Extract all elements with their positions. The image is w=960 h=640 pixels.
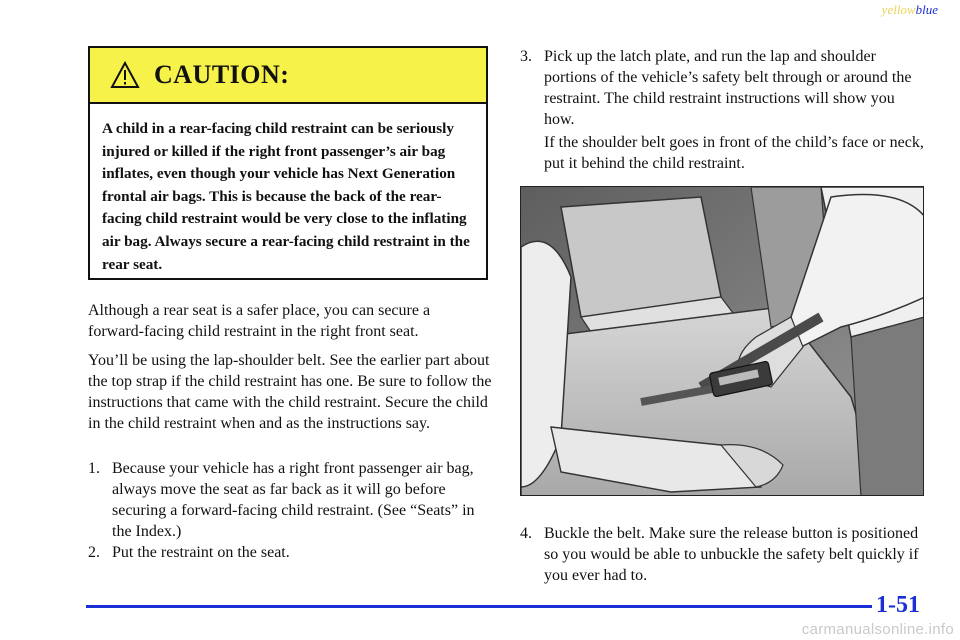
caution-text: A child in a rear-facing child restraint can be seriously injured or killed if the right front passenger’s air bag inflates, even though your vehicle has Next Generation frontal air bags. This is because the back of the rear-facing child restraint would be very close to the inflating air bag. Always secure a rear-facing child restraint in the rear seat. — [102, 120, 470, 273]
step-2-number: 2. — [88, 544, 100, 561]
step-2 — [88, 542, 488, 563]
page-number: 1-51 — [876, 592, 920, 618]
lap-shoulder-paragraph: You’ll be using the lap-shoulder belt. See the earlier part about the top strap if the child restraint has one. Be sure to follow the instructions that came with the child restraint. Secure the child in the child restraint when and as the instructions say. — [88, 352, 492, 432]
caution-header — [90, 48, 486, 104]
intro-paragraph: Although a rear seat is a safer place, you can secure a forward-facing child restraint in the right front seat. — [88, 302, 431, 340]
step-4 — [520, 523, 924, 586]
watermark: carmanualsonline.info — [801, 621, 954, 638]
color-tag-blue: blue — [915, 2, 938, 17]
step-3 — [520, 46, 924, 130]
step-4-text: Buckle the belt. Make sure the release button is positioned so you would be able to unbuckle the safety belt quickly if you ever had to. — [544, 525, 919, 584]
caution-box — [88, 46, 488, 280]
color-tag-yellow: yellow — [881, 2, 916, 17]
step-4-number: 4. — [520, 525, 532, 542]
seat-belt-buckling-image — [521, 187, 924, 496]
step-1 — [88, 458, 488, 542]
step-1-number: 1. — [88, 460, 100, 477]
footer-rule — [86, 605, 872, 608]
warning-triangle-icon — [110, 61, 140, 89]
step-2-text: Put the restraint on the seat. — [112, 544, 290, 561]
buckle-illustration — [520, 186, 924, 496]
color-tag — [882, 2, 938, 18]
step-3-note: If the shoulder belt goes in front of the child’s face or neck, put it behind the child restraint. — [544, 134, 924, 172]
step-3-text: Pick up the latch plate, and run the lap and shoulder portions of the vehicle’s safety belt through or around the restraint. The child restraint instructions will show you how. — [544, 48, 912, 128]
step-3-number: 3. — [520, 48, 532, 65]
caution-title: CAUTION: — [154, 60, 290, 89]
step-1-text: Because your vehicle has a right front passenger air bag, always move the seat as far back as it will go before securing a forward-facing child restraint. (See “Seats” in the Index.) — [112, 460, 475, 540]
